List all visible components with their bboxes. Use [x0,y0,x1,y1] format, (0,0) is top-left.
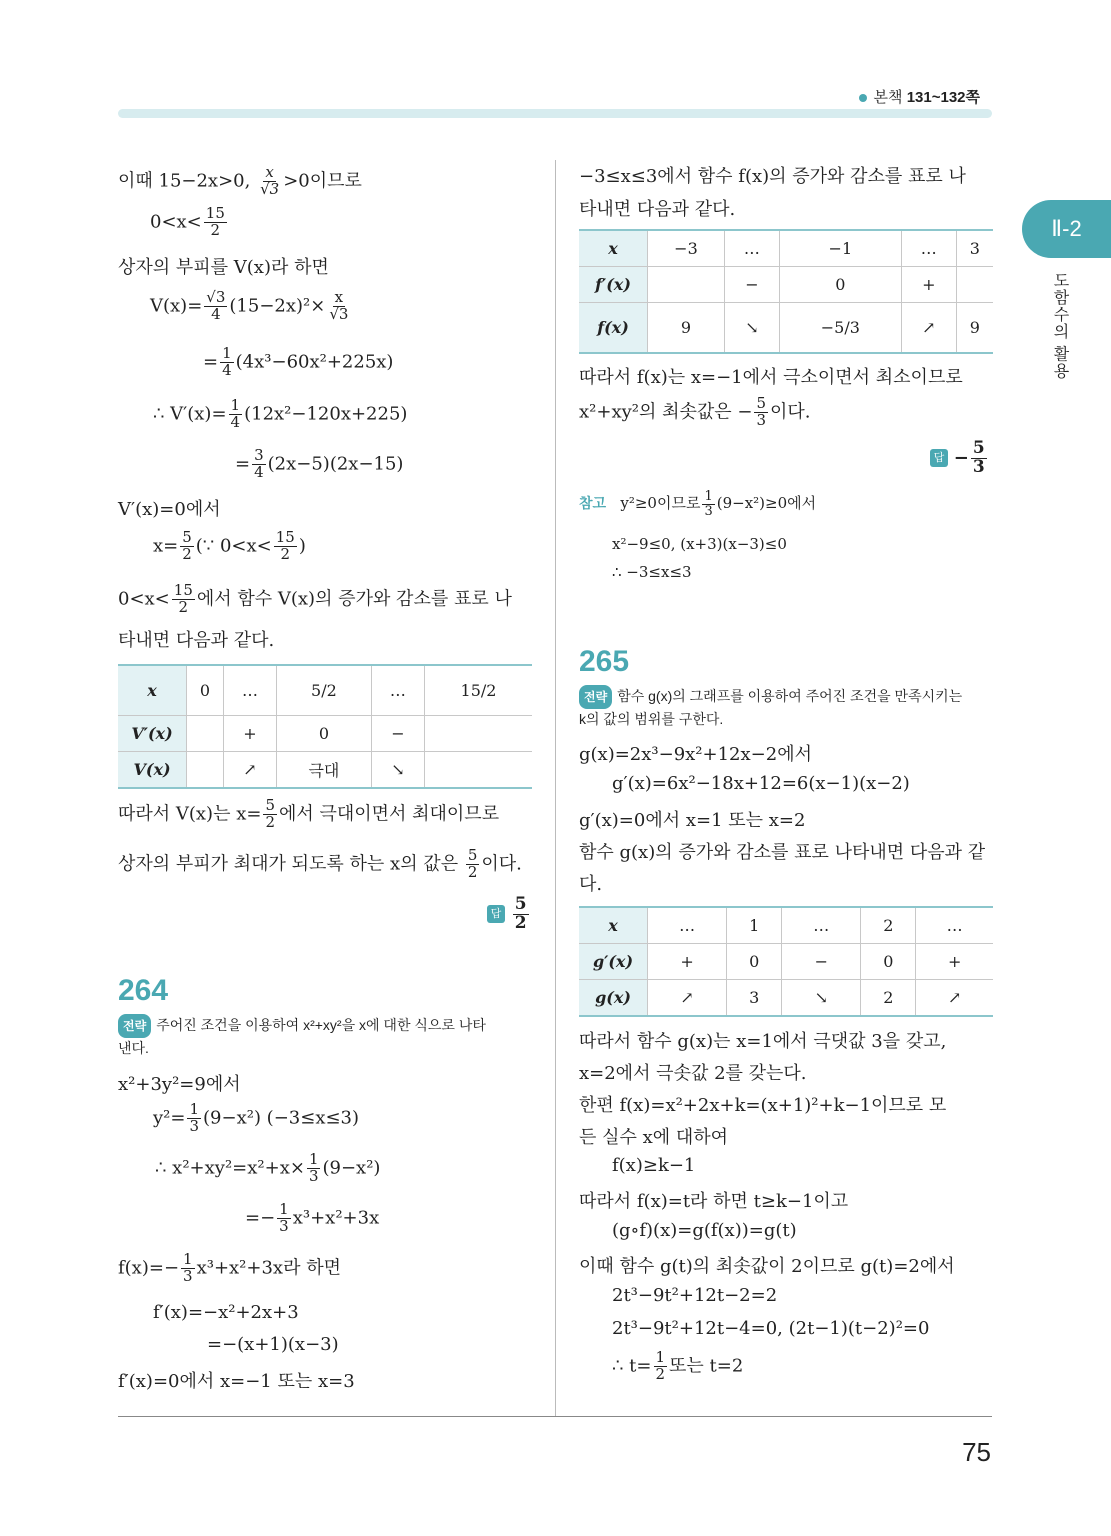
table-cell: − [724,267,779,303]
table-cell: g′(x) [579,944,648,980]
note-line: x²−9≤0, (x+3)(x−3)≤0 [612,535,787,553]
text-line: 상자의 부피가 최대가 되도록 하는 x의 값은 $\frac{5}{2}$ 이다. [118,846,522,881]
page-header [859,86,980,107]
table-cell: 0 [187,665,224,715]
math-line: =−(x+1)(x−3) [207,1334,339,1355]
math-line: = $\frac{1}{4}$ (4x³−60x²+225x) [203,344,394,379]
table-cell: x [579,230,648,267]
text-line: 따라서 f(x)=t라 하면 t≥k−1이고 [579,1191,849,1212]
math-line: y²= $\frac{1}{3}$ (9−x²) (−3≤x≤3) [153,1100,360,1135]
math-line: g(x)=2x³−9x²+12x−2에서 [579,744,812,765]
chapter-tab-label: 도함수의 활용 [1051,272,1068,380]
answer: 답 − $\frac{5}{3}$ [930,440,989,477]
text-line: x=2에서 극솟값 2를 갖는다. [579,1063,807,1084]
text-line: 한편 f(x)=x²+2x+k=(x+1)²+k−1이므로 모 [579,1095,947,1116]
table-cell: 0 [727,944,782,980]
table-cell: −1 [779,230,901,267]
table-cell: g(x) [579,980,648,1017]
table-cell: ↗ [916,980,993,1017]
math-line: ∴ t= $\frac{1}{2}$ 또는 t=2 [612,1348,744,1383]
table-cell: 9 [956,303,993,353]
text-line: 든 실수 x에 대하여 [579,1127,729,1148]
table-cell: f′(x) [579,267,648,303]
column-divider [555,160,556,1416]
math-line: f(x)≥k−1 [612,1155,696,1176]
answer: 답 $\frac{5}{2}$ [487,896,531,933]
table-cell: 극대 [277,751,372,788]
text-line: 따라서 함수 g(x)는 x=1에서 극댓값 3을 갖고, [579,1031,947,1052]
table-cell: + [901,267,956,303]
strategy-badge: 전략 [118,1014,151,1038]
table-cell: ↗ [223,751,276,788]
strategy-tip: 전략 주어진 조건을 이용하여 x²+xy²을 x에 대한 식으로 나타 [118,1014,486,1038]
table-cell: −5/3 [779,303,901,353]
math-line: f′(x)=0에서 x=−1 또는 x=3 [118,1371,355,1392]
math-line: g′(x)=0에서 x=1 또는 x=2 [579,810,806,831]
table-cell: 9 [648,303,725,353]
text-line: 따라서 f(x)는 x=−1에서 극소이면서 최소이므로 [579,367,963,388]
page-number: 75 [962,1437,991,1467]
math-line: x= $\frac{5}{2}$ (∵ 0<x< $\frac{15}{2}$ ) [153,528,306,563]
table-cell: … [901,230,956,267]
text-line: 이때 함수 g(t)의 최솟값이 2이므로 g(t)=2에서 [579,1256,955,1277]
text-line: 이때 15−2x>0, $\frac{x}{√3}$ >0이므로 [118,163,362,198]
table-cell: ↘ [724,303,779,353]
strategy-tip-cont: k의 값의 범위를 구한다. [579,711,724,727]
math-line: = $\frac{3}{4}$ (2x−5)(2x−15) [235,446,404,481]
table-cell: + [223,715,276,751]
table-cell: − [782,944,861,980]
header-bar [118,109,992,118]
note: 참고 y²≥0이므로 $\frac{1}{3}$ (9−x²)≥0에서 [579,489,817,519]
header-label: 본책 [873,89,903,106]
table-cell: 3 [727,980,782,1017]
table-cell: 3 [956,230,993,267]
header-pages: 131~132쪽 [906,89,980,106]
table-cell: V′(x) [118,715,187,751]
table-cell: … [223,665,276,715]
math-line: 0<x< $\frac{15}{2}$ [150,204,225,239]
table-cell: − [371,715,424,751]
math-line: x²+3y²=9에서 [118,1074,241,1095]
footer-rule [118,1416,992,1417]
math-line: V′(x)=0에서 [118,499,221,520]
table-cell: 2 [861,980,916,1017]
math-line: 2t³−9t²+12t−4=0, (2t−1)(t−2)²=0 [612,1318,930,1339]
math-line: f′(x)=−x²+2x+3 [153,1302,299,1323]
table-cell: −3 [648,230,725,267]
note-tag: 참고 [579,495,607,512]
strategy-tip-cont: 낸다. [118,1040,149,1056]
table-cell: ↗ [648,980,727,1017]
table-cell: 5/2 [277,665,372,715]
increase-decrease-table-f [579,229,993,354]
table-cell [187,715,224,751]
table-cell: … [371,665,424,715]
table-cell [956,267,993,303]
math-line: =− $\frac{1}{3}$ x³+x²+3x [245,1200,380,1235]
answer-badge: 답 [930,449,948,467]
table-cell: 0 [277,715,372,751]
text-line: 타내면 다음과 같다. [118,630,275,651]
strategy-badge: 전략 [579,685,612,709]
text-line: 다. [579,874,603,895]
math-line: f(x)=− $\frac{1}{3}$ x³+x²+3x라 하면 [118,1250,341,1285]
table-cell [187,751,224,788]
text-line: x²+xy²의 최솟값은 − $\frac{5}{3}$ 이다. [579,394,811,429]
math-line: (g∘f)(x)=g(f(x))=g(t) [612,1220,797,1241]
text-line: −3≤x≤3에서 함수 f(x)의 증가와 감소를 표로 나 [579,166,966,187]
table-cell: 0 [861,944,916,980]
math-line: ∴ x²+xy²=x²+x× $\frac{1}{3}$ (9−x²) [155,1150,381,1185]
table-cell: 2 [861,907,916,944]
text-line: 상자의 부피를 V(x)라 하면 [118,257,329,278]
table-cell: x [579,907,648,944]
table-cell: V(x) [118,751,187,788]
note-line: ∴ −3≤x≤3 [612,563,692,581]
text-line: 타내면 다음과 같다. [579,199,736,220]
table-cell: 15/2 [424,665,532,715]
table-cell [424,751,532,788]
strategy-tip: 전략 함수 g(x)의 그래프를 이용하여 주어진 조건을 만족시키는 [579,685,962,709]
bullet-icon [859,94,867,102]
increase-decrease-table [118,664,532,789]
answer-badge: 답 [487,905,505,923]
table-cell: … [648,907,727,944]
math-line: g′(x)=6x²−18x+12=6(x−1)(x−2) [612,773,910,794]
table-cell: … [782,907,861,944]
table-cell: … [916,907,993,944]
problem-number-265: 265 [579,645,630,678]
table-cell: ↘ [782,980,861,1017]
math-line: 2t³−9t²+12t−2=2 [612,1285,778,1306]
table-cell [424,715,532,751]
text-line: 따라서 V(x)는 x= $\frac{5}{2}$ 에서 극대이면서 최대이므로 [118,796,500,831]
table-cell: + [648,944,727,980]
chapter-tab: Ⅱ-2 [1022,200,1111,258]
table-cell: + [916,944,993,980]
table-cell: … [724,230,779,267]
table-cell [648,267,725,303]
table-cell: 1 [727,907,782,944]
text-line: 0<x< $\frac{15}{2}$ 에서 함수 V(x)의 증가와 감소를 표로 나 [118,581,512,616]
table-cell: ↗ [901,303,956,353]
text-line: 함수 g(x)의 증가와 감소를 표로 나타내면 다음과 같 [579,842,986,863]
table-cell: ↘ [371,751,424,788]
table-cell: 0 [779,267,901,303]
math-line: V(x)= $\frac{√3}{4}$ (15−2x)²× $\frac{x}{√3}$ [150,288,349,323]
problem-number-264: 264 [118,974,169,1007]
table-cell: x [118,665,187,715]
math-line: ∴ V′(x)= $\frac{1}{4}$ (12x²−120x+225) [153,396,408,431]
table-cell: f(x) [579,303,648,353]
increase-decrease-table-g [579,906,993,1017]
